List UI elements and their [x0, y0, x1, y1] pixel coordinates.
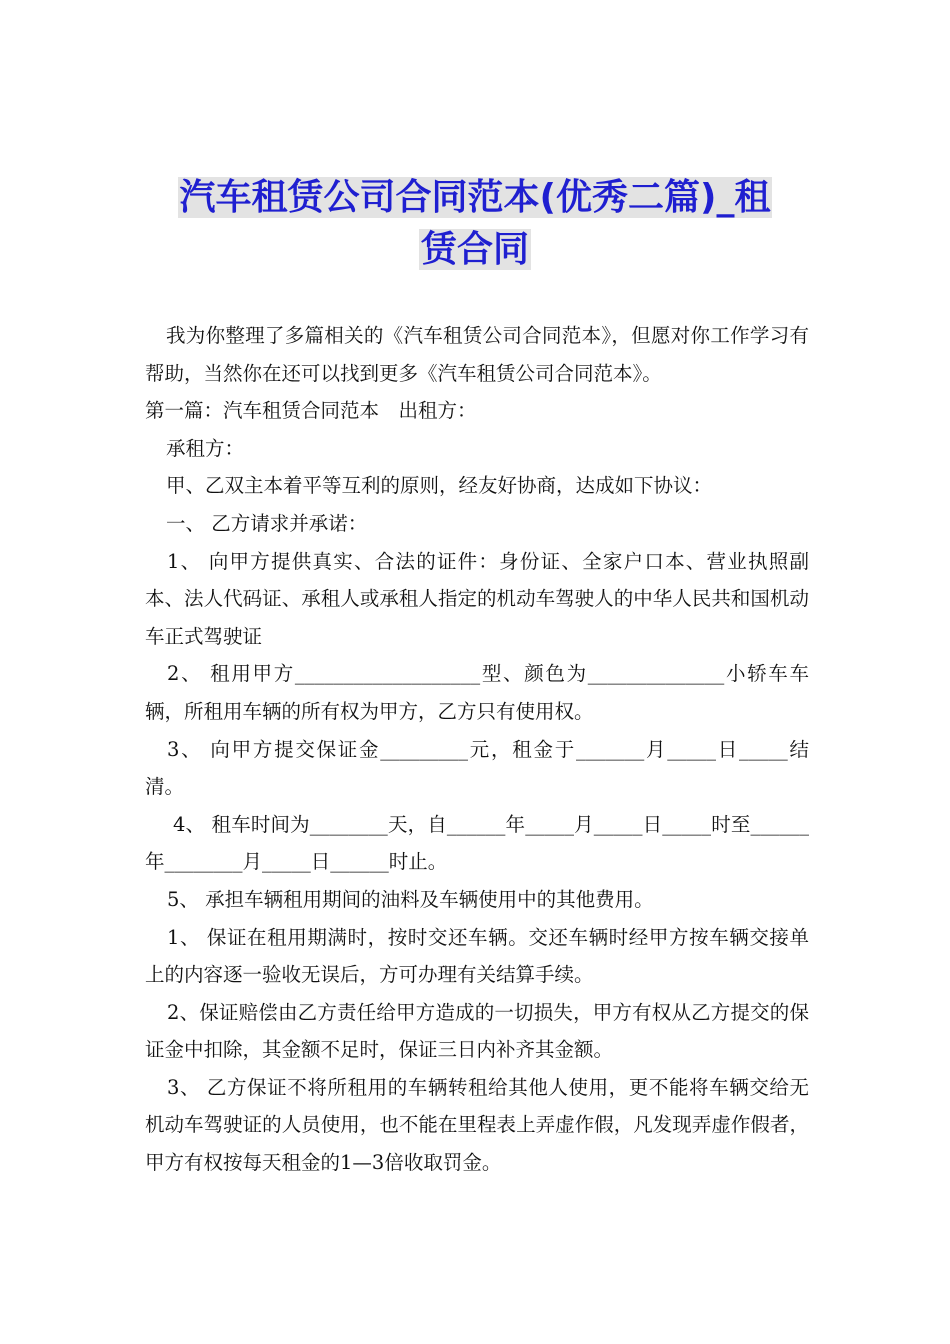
document-body	[145, 317, 809, 1182]
document-title	[140, 172, 810, 276]
title-line-2: 赁合同	[420, 229, 529, 270]
guarantee-item-1: 1、 保证在租用期满时，按时交还车辆。交还车辆时经甲方按车辆交接单上的内容逐一验收无误后，方可办理有关结算手续。	[145, 925, 809, 987]
intro-paragraph: 我为你整理了多篇相关的《汽车租赁公司合同范本》，但愿对你工作学习有帮助，当然你在还可以找到更多《汽车租赁公司合同范本》。	[145, 324, 809, 385]
agreement-preamble: 甲、乙双主本着平等互利的原则，经友好协商，达成如下协议：	[166, 474, 713, 498]
clause-item-2: 2、 租用甲方___________________型、颜色为______________小轿车车 辆，所租用车辆的所有权为甲方，乙方只有使用权。	[145, 662, 809, 723]
guarantee-item-2: 2、保证赔偿由乙方责任给甲方造成的一切损失，甲方有权从乙方提交的保证金中扣除，其金额不足时，保证三日内补齐其金额。	[145, 1000, 809, 1062]
clause-item-5: 5、 承担车辆租用期间的油料及车辆使用中的其他费用。	[167, 887, 654, 911]
section-heading: 第一篇：汽车租赁合同范本 出租方：	[145, 399, 477, 423]
title-line-1: 汽车租赁公司合同范本(优秀二篇)_租	[179, 177, 771, 218]
clause-heading-1: 一、 乙方请求并承诺：	[166, 511, 368, 535]
lessee-line: 承租方：	[166, 436, 245, 460]
guarantee-item-3: 3、 乙方保证不将所租用的车辆转租给其他人使用，更不能将车辆交给无机动车驾驶证的人员使用，也不能在里程表上弄虚作假，凡发现弄虚作假者，甲方有权按每天租金的1—3倍收取罚金。	[145, 1075, 809, 1175]
clause-item-4: 4、 租车时间为________天，自______年_____月_____日_____时至______ 年________月_____日______时止。	[145, 812, 809, 874]
clause-item-3: 3、 向甲方提交保证金_________元，租金于_______月_____日_____结清。	[145, 737, 809, 799]
clause-item-1: 1、 向甲方提供真实、合法的证件：身份证、全家户口本、营业执照副本、法人代码证、承租人或承租人指定的机动车驾驶人的中华人民共和国机动车正式驾驶证	[145, 549, 809, 648]
